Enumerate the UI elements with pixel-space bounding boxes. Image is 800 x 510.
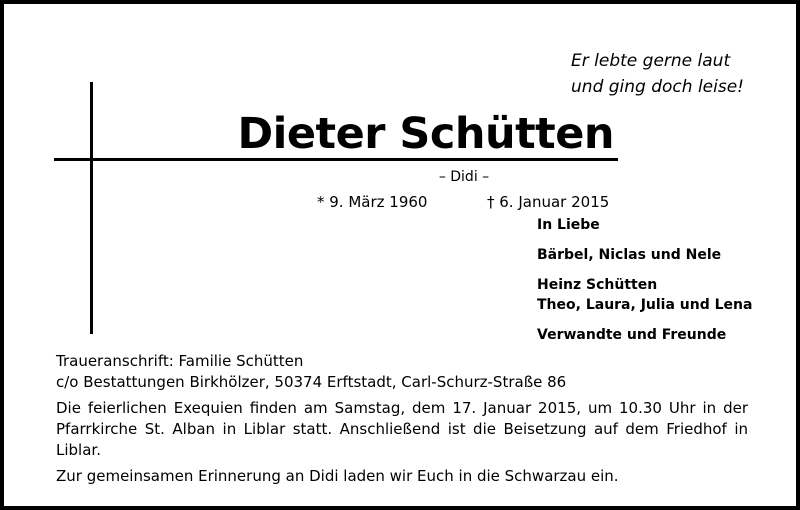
death-date: † 6. Januar 2015 (487, 193, 610, 211)
mourner-group: Verwandte und Freunde (537, 327, 727, 343)
mourner-group: Bärbel, Niclas und Nele (537, 247, 722, 263)
funeral-details (56, 351, 748, 487)
deceased-nickname: – Didi – (438, 169, 490, 185)
mourning-address: c/o Bestattungen Birkhölzer, 50374 Erftstadt, Carl-Schurz-Straße 86 (56, 373, 567, 391)
mourner-group: Heinz Schütten (537, 277, 658, 293)
mourner-group: Theo, Laura, Julia und Lena (537, 297, 753, 313)
motto-quote (571, 48, 744, 100)
motto-line: und ging doch leise! (571, 77, 744, 97)
deceased-name: Dieter Schütten (237, 109, 614, 159)
mourning-address: Traueranschrift: Familie Schütten (56, 352, 304, 370)
remembrance-invitation: Zur gemeinsamen Erinnerung an Didi laden wir Euch in die Schwarzau ein. (56, 467, 619, 485)
mourners-list (537, 215, 752, 345)
mourners-intro: In Liebe (537, 217, 600, 233)
birth-date: * 9. März 1960 (317, 193, 428, 211)
motto-line: Er lebte gerne laut (571, 51, 731, 71)
cross-vertical-bar (90, 82, 93, 334)
service-announcement: Die feierlichen Exequien finden am Samstag, dem 17. Januar 2015, um 10.30 Uhr in der Pfarrkirche St. Alban in Liblar statt. Anschließend ist die Beisetzung auf dem Friedhof in Liblar. (56, 399, 748, 459)
